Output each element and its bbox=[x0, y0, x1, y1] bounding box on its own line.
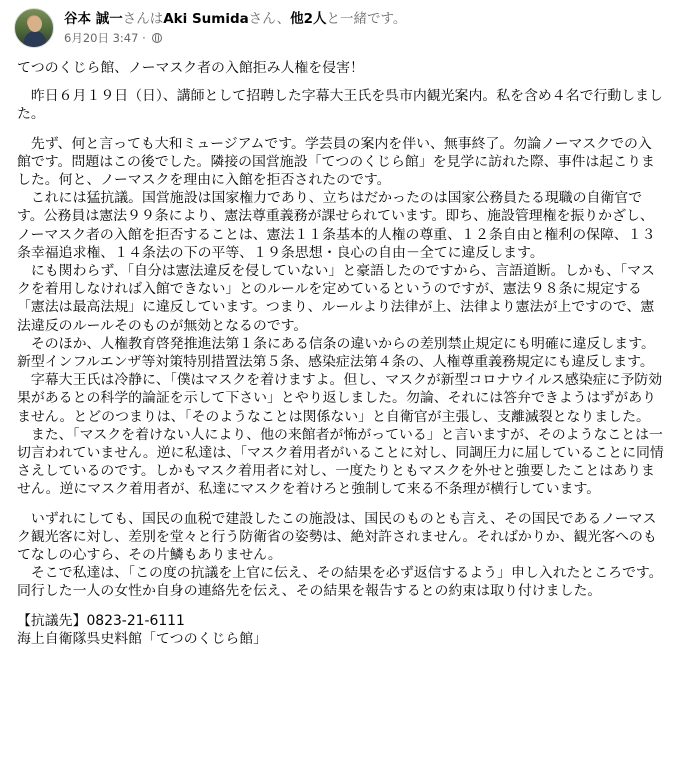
post-header bbox=[14, 8, 664, 50]
post-paragraph-6: 字幕大王氏は冷静に、「僕はマスクを着けますよ。但し、マスクが新型コロナウイルス感染症に予防効果があるとの科学的論証を示して下さい」とやり返しました。勿論、それには答弁できようはずがありません。とどのつまりは、「そのようなことは関係ない」と自衛官が主張し、支離滅裂となりました。 bbox=[17, 372, 663, 425]
post-meta-line bbox=[64, 30, 162, 46]
author-avatar[interactable] bbox=[14, 8, 54, 48]
tagged-suffix: さん、 bbox=[248, 11, 291, 27]
post-paragraph-7: また、「マスクを着けない人により、他の来館者が怖がっている」と言いますが、そのようなことは一切言われていません。逆に私達は、「マスク着用者がいることに対し、同調圧力に屈していることに同情さえしているのです。しかもマスク着用者に対し、一度たりともマスクを外せと強要したことはありません。逆にマスク着用者が、私達にマスクを着けろと強制して来る不条理が横行しています。 bbox=[17, 426, 664, 498]
post-author-line bbox=[64, 10, 406, 28]
globe-icon[interactable] bbox=[152, 33, 162, 43]
contact-label: 【抗議先】0823-21-6111 bbox=[17, 612, 185, 629]
avatar-head bbox=[28, 16, 42, 32]
with-prefix: さんは bbox=[122, 11, 164, 27]
post-paragraph-3: これには猛抗議。国営施設は国家権力であり、立ちはだかったのは国家公務員たる現職の自衛官です。公務員は憲法９９条により、憲法尊重義務が課せられています。即ち、施設管理権を振りかざし、ノーマスク者の入館を拒否することは、憲法１１条基本的人権の尊重、１２条自由と権利の保障、１３条幸福追求権、１４条法の下の平等、１９条思想・良心の自由－全てに違反します。 bbox=[17, 190, 656, 261]
post-body bbox=[17, 59, 664, 648]
post-title: てつのくじら館、ノーマスク者の入館拒み人権を侵害！ bbox=[17, 60, 364, 76]
post-paragraph-4: にも関わらず、「自分は憲法違反を侵していない」と豪語したのですから、言語道断。しかも、「マスクを着用しなければ入館できない」とのルールを定めているというのですが、憲法９８条に規定する「憲法は最高法規」に違反しています。つまり、ルールより法律が上、法律より憲法が上ですので、憲法違反のルールそのものが無効となるのです。 bbox=[17, 263, 655, 334]
meta-separator: · bbox=[142, 31, 146, 45]
contact-place: 海上自衛隊呉史料館「てつのくじら館」 bbox=[17, 630, 268, 647]
post-paragraph-9: そこで私達は、「この度の抗議を上官に伝え、その結果を必ず返信するよう」申し入れたところです。同行した一人の女性か自身の連絡先を伝え、その結果を報告するとの約束は取り付けました。 bbox=[17, 565, 663, 600]
others-link[interactable]: 他2人 bbox=[290, 11, 327, 27]
post-paragraph-1: 昨日６月１９日（日）、講師として招聘した字幕大王氏を呉市内観光案内。私を含め４名で行動しました。 bbox=[17, 88, 663, 123]
tagged-user-link[interactable]: Aki Sumida bbox=[163, 11, 249, 27]
post-paragraph-2: 先ず、何と言っても大和ミュージアムです。学芸員の案内を伴い、無事終了。勿論ノーマスクでの入館です。問題はこの後でした。隣接の国営施設「てつのくじら館」を見学に訪れた際、事件は起こりました。何と、ノーマスクを理由に入館を拒否されたのです。 bbox=[17, 135, 655, 189]
avatar-body bbox=[24, 31, 46, 48]
post-paragraph-5: そのほか、人権教育啓発推進法第１条にある信条の違いからの差別禁止規定にも明確に違反します。新型インフルエンザ等対策特別措置法第５条、感染症法第４条の、人権尊重義務規定にも違反します。 bbox=[17, 335, 655, 371]
post-timestamp[interactable]: 6月20日 3:47 bbox=[64, 31, 139, 45]
post-paragraph-8: いずれにしても、国民の血税で建設したこの施設は、国民のものとも言え、その国民であるノーマスク観光客に対し、差別を堂々と行う防衛省の姿勢は、絶対許されません。そればかりか、観光客へのもてなしの心すら、その片鱗もありません。 bbox=[17, 510, 657, 564]
with-suffix: と一緒です。 bbox=[326, 11, 407, 27]
author-name-link[interactable]: 谷本 誠一 bbox=[64, 11, 123, 27]
